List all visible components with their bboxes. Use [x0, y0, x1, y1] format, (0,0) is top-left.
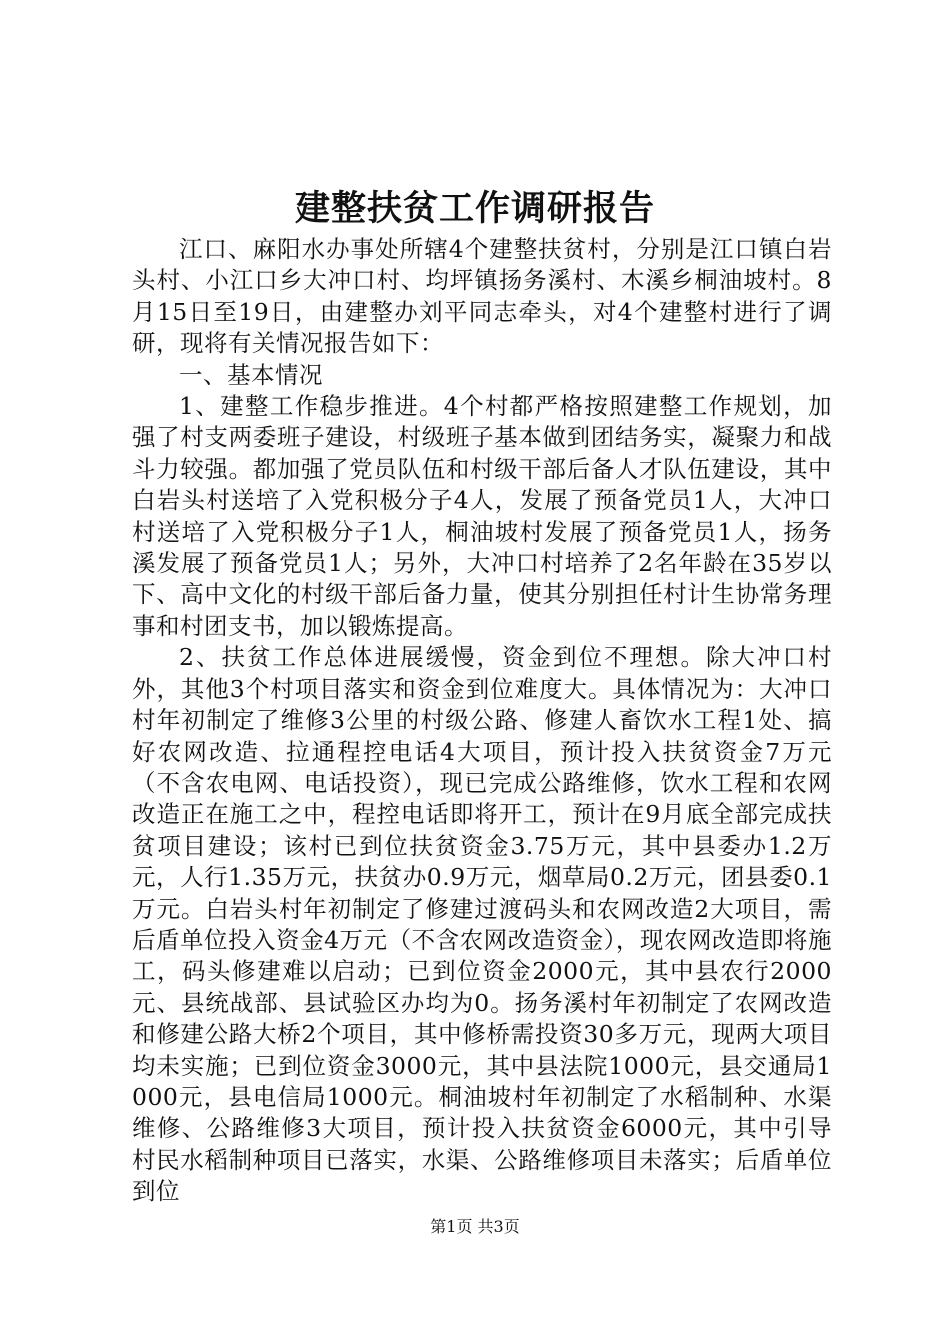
document-body [132, 234, 832, 1208]
document-title: 建整扶贫工作调研报告 [294, 188, 655, 229]
body-paragraph: 2、扶贫工作总体进展缓慢，资金到位不理想。除大冲口村外，其他3个村项目落实和资金到位难度大。具体情况为：大冲口村年初制定了维修3公里的村级公路、修建人畜饮水工程1处、搞好农网改造、拉通程控电话4大项目，预计投入扶贫资金7万元（不含农电网、电话投资），现已完成公路维修，饮水工程和农网改造正在施工之中，程控电话即将开工，预计在9月底全部完成扶贫项目建设；该村已到位扶贫资金3.75万元，其中县委办1.2万元，人行1.35万元，扶贫办0.9万元，烟草局0.2万元，团县委0.1万元。白岩头村年初制定了修建过渡码头和农网改造2大项目，需后盾单位投入资金4万元（不含农网改造资金），现农网改造即将施工，码头修建难以启动；已到位资金2000元，其中县农行2000元、县统战部、县试验区办均为0。扬务溪村年初制定了农网改造和修建公路大桥2个项目，其中修桥需投资30多万元，现两大项目均未实施；已到位资金3000元，其中县法院1000元，县交通局1000元，县电信局1000元。桐油坡村年初制定了水稻制种、水渠维修、公路维修3大项目，预计投入扶贫资金6000元，其中引导村民水稻制种项目已落实，水渠、公路维修项目未落实；后盾单位到位 [132, 643, 832, 1206]
body-paragraph: 1、建整工作稳步推进。4个村都严格按照建整工作规划，加强了村支两委班子建设，村级班子基本做到团结务实，凝聚力和战斗力较强。都加强了党员队伍和村级干部后备人才队伍建设，其中白岩头村送培了入党积极分子4人，发展了预备党员1人，大冲口村送培了入党积极分子1人，桐油坡村发展了预备党员1人，扬务溪发展了预备党员1人；另外，大冲口村培养了2名年龄在35岁以下、高中文化的村级干部后备力量，使其分别担任村计生协常务理事和村团支书，加以锻炼提高。 [132, 392, 832, 640]
section-heading: 一、基本情况 [179, 360, 323, 389]
page-footer: 第1页 共3页 [430, 1217, 520, 1236]
intro-paragraph: 江口、麻阳水办事处所辖4个建整扶贫村，分别是江口镇白岩头村、小江口乡大冲口村、均坪镇扬务溪村、木溪乡桐油坡村。8月15日至19日，由建整办刘平同志牵头，对4个建整村进行了调研，现将有关情况报告如下： [132, 235, 832, 358]
